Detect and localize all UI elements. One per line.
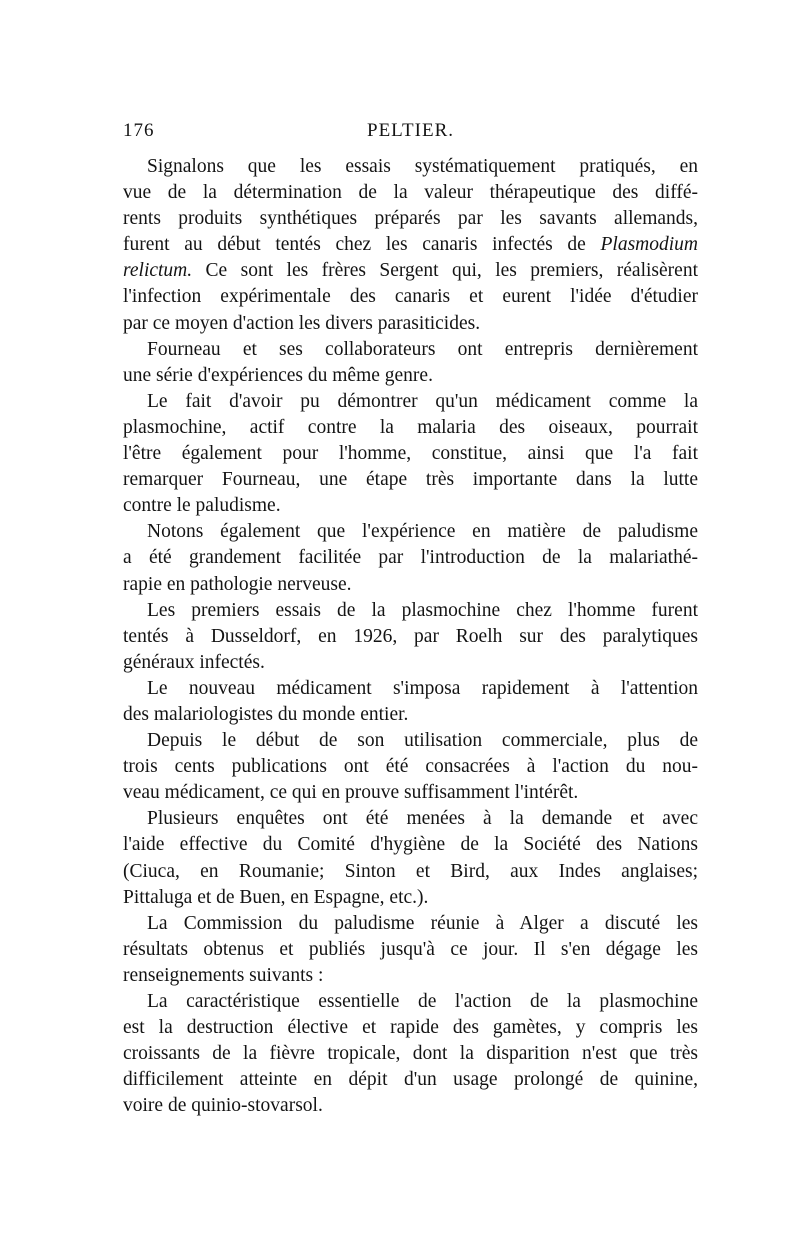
text-segment: furent au début tentés chez les canaris infectés de	[123, 234, 601, 256]
text-line: trois cents publications ont été consacrées à l'action du nou-	[123, 756, 698, 778]
text-line: l'être également pour l'homme, constitue, ainsi que l'a fait	[123, 443, 698, 465]
paragraph-9	[123, 911, 698, 989]
text-line: Plusieurs enquêtes ont été menées à la demande et avec	[147, 808, 698, 830]
text-line: a été grandement facilitée par l'introduction de la malariathé-	[123, 547, 698, 569]
text-line: l'aide effective du Comité d'hygiène de la Société des Nations	[123, 834, 698, 856]
italic-term: Plasmodium	[600, 234, 698, 256]
running-head	[123, 120, 698, 146]
text-line: par ce moyen d'action les divers parasiticides.	[123, 312, 481, 334]
text-line: Le fait d'avoir pu démontrer qu'un médicament comme la	[147, 390, 698, 412]
text-line: contre le paludisme.	[123, 495, 281, 517]
text-line: Pittaluga et de Buen, en Espagne, etc.).	[123, 886, 429, 908]
paragraph-8	[123, 806, 698, 910]
text-line	[123, 232, 698, 258]
text-line: La caractéristique essentielle de l'action de la plasmochine	[147, 991, 698, 1012]
text-line: Le nouveau médicament s'imposa rapidement à l'attention	[147, 677, 698, 699]
text-line: difficilement atteinte en dépit d'un usage prolongé de quinine,	[123, 1069, 698, 1091]
paragraph-3	[123, 389, 698, 519]
text-line: une série d'expériences du même genre.	[123, 364, 433, 386]
text-line: Notons également que l'expérience en matière de paludisme	[147, 521, 698, 543]
text-line: Depuis le début de son utilisation commerciale, plus de	[147, 730, 698, 752]
text-line: l'infection expérimentale des canaris et eurent l'idée d'étudier	[123, 286, 698, 308]
text-line: veau médicament, ce qui en prouve suffisamment l'intérêt.	[123, 782, 579, 804]
text-line: tentés à Dusseldorf, en 1926, par Roelh sur des paralytiques	[123, 625, 698, 647]
text-line: Fourneau et ses collaborateurs ont entrepris dernièrement	[147, 338, 698, 360]
text-line: vue de la détermination de la valeur thérapeutique des diffé-	[123, 182, 698, 204]
text-line: (Ciuca, en Roumanie; Sinton et Bird, aux Indes anglaises;	[123, 860, 698, 882]
text-line	[123, 258, 698, 284]
text-line: généraux infectés.	[123, 651, 265, 673]
text-line: est la destruction élective et rapide des gamètes, y compris les	[123, 1017, 698, 1039]
text-line: La Commission du paludisme réunie à Alger a discuté les	[147, 912, 698, 934]
text-line: croissants de la fièvre tropicale, dont la disparition n'est que très	[123, 1043, 698, 1065]
body-text	[123, 154, 698, 1119]
paragraph-7	[123, 728, 698, 806]
text-line: Les premiers essais de la plasmochine chez l'homme furent	[147, 599, 698, 621]
text-line: renseignements suivants :	[123, 964, 324, 986]
paragraph-6	[123, 676, 698, 728]
text-line: rents produits synthétiques préparés par les savants allemands,	[123, 208, 698, 230]
paragraph-2	[123, 337, 698, 389]
page-number: 176	[123, 120, 155, 141]
text-line: voire de quinio-stovarsol.	[123, 1095, 323, 1117]
italic-term: relictum.	[123, 260, 193, 282]
text-line: des malariologistes du monde entier.	[123, 703, 409, 725]
paragraph-5	[123, 598, 698, 676]
paragraph-4	[123, 519, 698, 597]
text-line: rapie en pathologie nerveuse.	[123, 573, 352, 595]
text-line: Signalons que les essais systématiquement pratiqués, en	[147, 156, 698, 177]
paragraph-1	[123, 154, 698, 337]
paragraph-10	[123, 989, 698, 1119]
text-line: plasmochine, actif contre la malaria des oiseaux, pourrait	[123, 416, 698, 438]
text-line: remarquer Fourneau, une étape très importante dans la lutte	[123, 469, 698, 491]
running-title: PELTIER.	[367, 120, 454, 141]
text-line: résultats obtenus et publiés jusqu'à ce jour. Il s'en dégage les	[123, 938, 698, 960]
text-segment: Ce sont les frères Sergent qui, les premiers, réalisèrent	[192, 260, 698, 282]
